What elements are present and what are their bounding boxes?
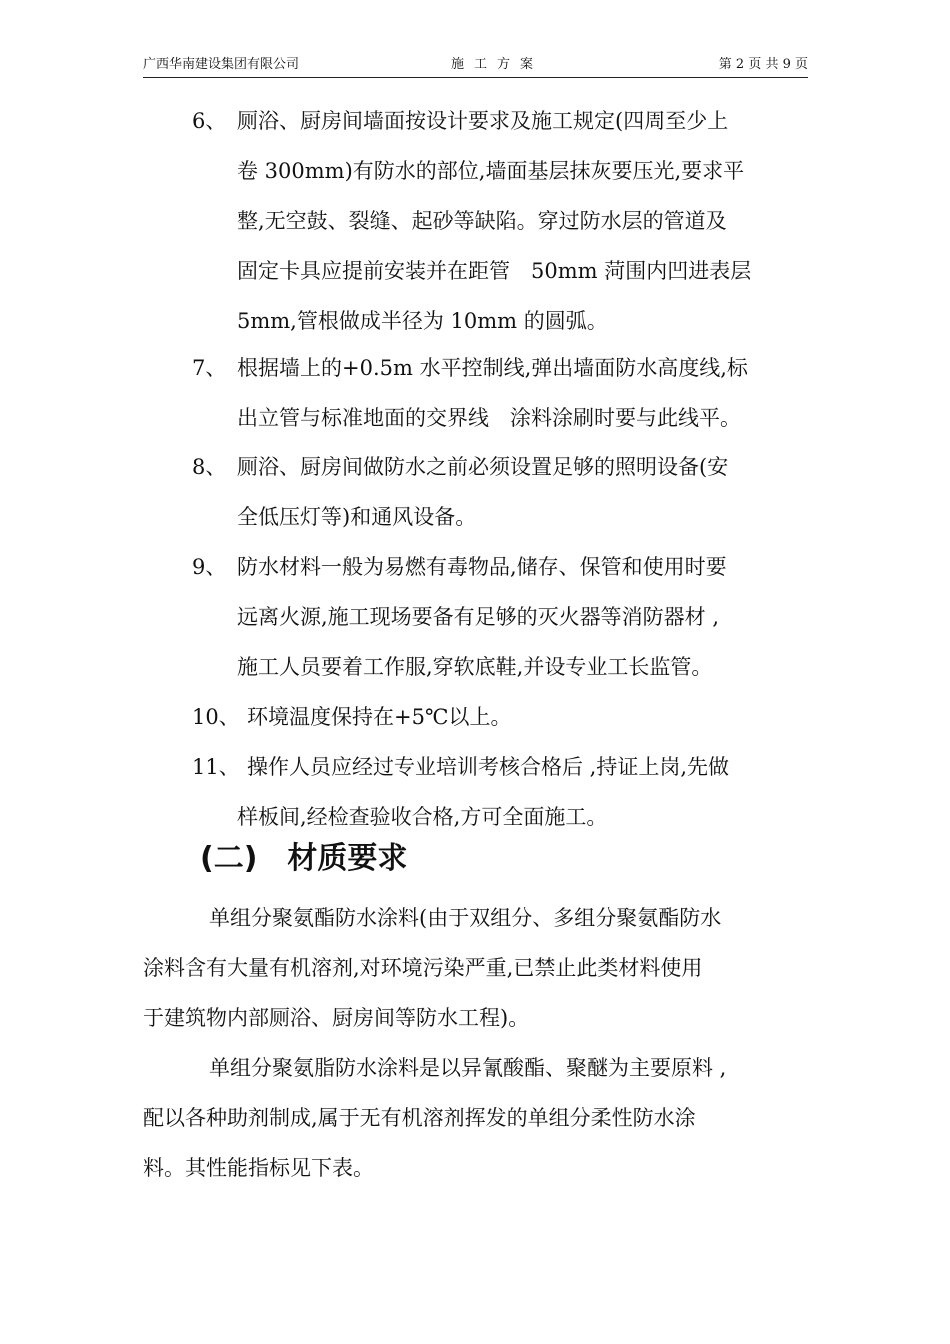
list-item-number: 6、 <box>192 109 227 133</box>
list-item-text <box>237 542 809 692</box>
text-line: 于建筑物内部厕浴、厨房间等防水工程)。 <box>143 1006 530 1030</box>
text-line: 料。其性能指标见下表。 <box>143 1156 374 1180</box>
text-line: 出立管与标准地面的交界线 涂料涂刷时要与此线平。 <box>237 406 741 430</box>
text-line: 操作人员应经过专业培训考核合格后 ,持证上岗,先做 <box>247 755 730 779</box>
text-line: 单组分聚氨脂防水涂料是以异氰酸酯、聚醚为主要原料 , <box>209 1056 727 1080</box>
text-line: 厕浴、厨房间墙面按设计要求及施工规定(四周至少上 <box>237 109 729 133</box>
header-page-number: 第 2 页 共 9 页 <box>718 57 808 72</box>
page-header <box>143 55 808 78</box>
text-line: 全低压灯等)和通风设备。 <box>237 505 477 529</box>
list-item-text <box>237 96 809 346</box>
list-item-text <box>247 692 819 742</box>
text-line: 防水材料一般为易燃有毒物品,储存、保管和使用时要 <box>237 555 727 579</box>
list-item-number: 11、 <box>192 755 240 779</box>
list-item-number: 10、 <box>192 705 240 729</box>
text-line: 卷 300mm)有防水的部位,墙面基层抹灰要压光,要求平 <box>237 159 745 183</box>
list-item-number: 7、 <box>192 356 227 380</box>
text-line: 单组分聚氨酯防水涂料(由于双组分、多组分聚氨酯防水 <box>209 906 722 930</box>
text-line: 环境温度保持在+5℃以上。 <box>247 705 512 729</box>
list-item-text <box>237 742 819 842</box>
text-line: 样板间,经检查验收合格,方可全面施工。 <box>237 805 608 829</box>
text-line: 5mm,管根做成半径为 10mm 的圆弧。 <box>237 309 608 333</box>
list-item-number: 8、 <box>192 455 227 479</box>
section-heading: (二) 材质要求 <box>200 841 408 876</box>
text-line: 涂料含有大量有机溶剂,对环境污染严重,已禁止此类材料使用 <box>143 956 703 980</box>
text-line: 固定卡具应提前安装并在距管 50mm 菏围内凹进表层 <box>237 259 752 283</box>
text-line: 整,无空鼓、裂缝、起砂等缺陷。穿过防水层的管道及 <box>237 209 727 233</box>
paragraph <box>143 1043 813 1193</box>
list-item-text <box>237 442 809 542</box>
text-line: 施工人员要着工作服,穿软底鞋,并设专业工长监管。 <box>237 655 713 679</box>
header-title: 施工方案 <box>451 57 544 72</box>
text-line: 厕浴、厨房间做防水之前必须设置足够的照明设备(安 <box>237 455 729 479</box>
text-line: 根据墙上的+0.5m 水平控制线,弹出墙面防水高度线,标 <box>237 356 748 380</box>
list-item-number: 9、 <box>192 555 227 579</box>
text-line: 配以各种助剂制成,属于无有机溶剂挥发的单组分柔性防水涂 <box>143 1106 696 1130</box>
header-company: 广西华南建设集团有限公司 <box>143 57 300 72</box>
text-line: 远离火源,施工现场要备有足够的灭火器等消防器材 , <box>237 605 720 629</box>
list-item-text <box>237 343 809 443</box>
paragraph <box>143 893 813 1043</box>
